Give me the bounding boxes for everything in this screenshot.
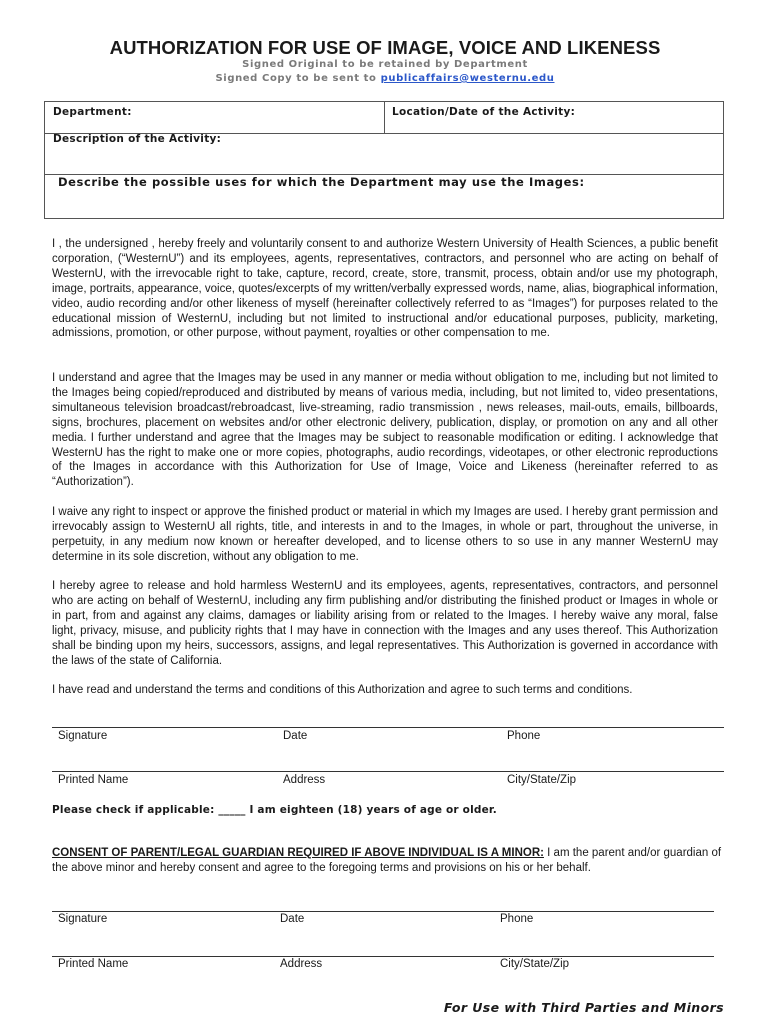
copy-note [0, 73, 770, 84]
consent-paragraph-2: I understand and agree that the Images may be used in any manner or media without obligation to me, including but not limited to the Images being copied/reproduced and distributed by means of various media, including, but not limited to, video presentations, simultaneous television broadcast/rebroadcast, live-streaming, radio transmission , news releases, mail-outs, emails, billboards, signs, brochures, placement on websites and/or other electronic delivery, publication, display, or promotion on any and all other media. I further understand and agree that the Images may be subject to reasonable modification or editing. I acknowledge that WesternU has the right to make one or more copies, photographs, audio recordings, videotapes, or other electronic reproductions of the Images in accordance with this Authorization for Use of Image, Voice and Likeness (hereinafter referred to as “Authorization”). [52, 372, 718, 489]
phone-label: Phone [507, 730, 541, 742]
printed-name-label: Printed Name [58, 774, 129, 786]
guardian-date-label: Date [280, 913, 305, 925]
activity-info-box [44, 101, 724, 219]
cell-divider [384, 102, 385, 133]
date-label: Date [283, 730, 308, 742]
department-field[interactable]: Department: [53, 106, 132, 118]
consent-paragraph-1: I , the undersigned , hereby freely and voluntarily consent to and authorize Western University of Health Sciences, a public benefit corporation, (“WesternU”) and its employees, agents, representatives, contractors, and personnel who are acting on behalf of WesternU, with the irrevocable right to take, capture, record, create, store, transmit, process, obtain and/or use my photograph, image, portraits, appearance, voice, quotes/excerpts of my written/verbally expressed words, name, alias, biographical information, video, audio recording and/or other likeness of myself (hereinafter collectively referred to as “Images”) for purposes related to the educational mission of WesternU, including but not limited to instructional and/or educational purposes, publicity, marketing, admissions, promotion, or other purpose, without payment, royalties or other compensation to me. [52, 238, 718, 340]
guardian-signature-label: Signature [58, 913, 108, 925]
retention-note: Signed Original to be retained by Department [242, 59, 528, 70]
consent-paragraph-4: I hereby agree to release and hold harmless WesternU and its employees, agents, representatives, contractors, and personnel who are acting on behalf of WesternU, including any firm publishing and/or distributing the finished product or Images in whole or in part, from and against any claims, damages or liability arising from or related to the Images. I hereby waive any moral, false light, privacy, misuse, and publicity rights that I may have in connection with the Images and any uses thereof. This Authorization shall be binding upon my heirs, successors, assigns, and legal representatives. This Authorization is governed in accordance with the laws of the state of California. [52, 580, 718, 667]
consent-paragraph-5: I have read and understand the terms and conditions of this Authorization and agree to such terms and conditions. [52, 684, 633, 696]
page-title: AUTHORIZATION FOR USE OF IMAGE, VOICE AND LIKENESS [109, 37, 661, 58]
description-field[interactable]: Description of the Activity: [53, 133, 222, 145]
guardian-printed-name-line[interactable] [52, 956, 714, 957]
guardian-address-label: Address [280, 958, 323, 970]
signature-line[interactable] [52, 727, 724, 728]
uses-field[interactable]: Describe the possible uses for which the Department may use the Images: [58, 175, 585, 189]
consent-paragraph-3: I waive any right to inspect or approve the finished product or material in which my Images are used. I hereby grant permission and irrevocably assign to WesternU all rights, title, and interests in and to the Images, in whole or part, throughout the universe, in perpetuity, in any medium now known or hereafter developed, and to license others to so use in any manner WesternU may determine in its sole discretion, without any obligation to me. [52, 506, 718, 563]
address-label: Address [283, 774, 326, 786]
signature-label: Signature [58, 730, 108, 742]
guardian-consent-heading: CONSENT OF PARENT/LEGAL GUARDIAN REQUIRED IF ABOVE INDIVIDUAL IS A MINOR: [52, 847, 544, 859]
city-state-zip-label: City/State/Zip [507, 774, 577, 786]
email-link[interactable]: publicaffairs@westernu.edu [380, 73, 555, 84]
printed-name-line[interactable] [52, 771, 724, 772]
age-checkbox-line[interactable]: Please check if applicable: _____ I am eighteen (18) years of age or older. [52, 804, 497, 816]
guardian-phone-label: Phone [500, 913, 534, 925]
guardian-printed-name-label: Printed Name [58, 958, 129, 970]
location-date-field[interactable]: Location/Date of the Activity: [392, 106, 576, 118]
guardian-signature-line[interactable] [52, 911, 714, 912]
guardian-consent [52, 846, 728, 876]
form-footer: For Use with Third Parties and Minors [443, 1000, 724, 1015]
guardian-city-state-zip-label: City/State/Zip [500, 958, 570, 970]
copy-note-prefix: Signed Copy to be sent to [215, 73, 381, 84]
guardian-consent-text: I am the parent and/or guardian of the above minor and hereby consent and agree to the foregoing terms and provisions on his or her behalf. [52, 847, 722, 874]
